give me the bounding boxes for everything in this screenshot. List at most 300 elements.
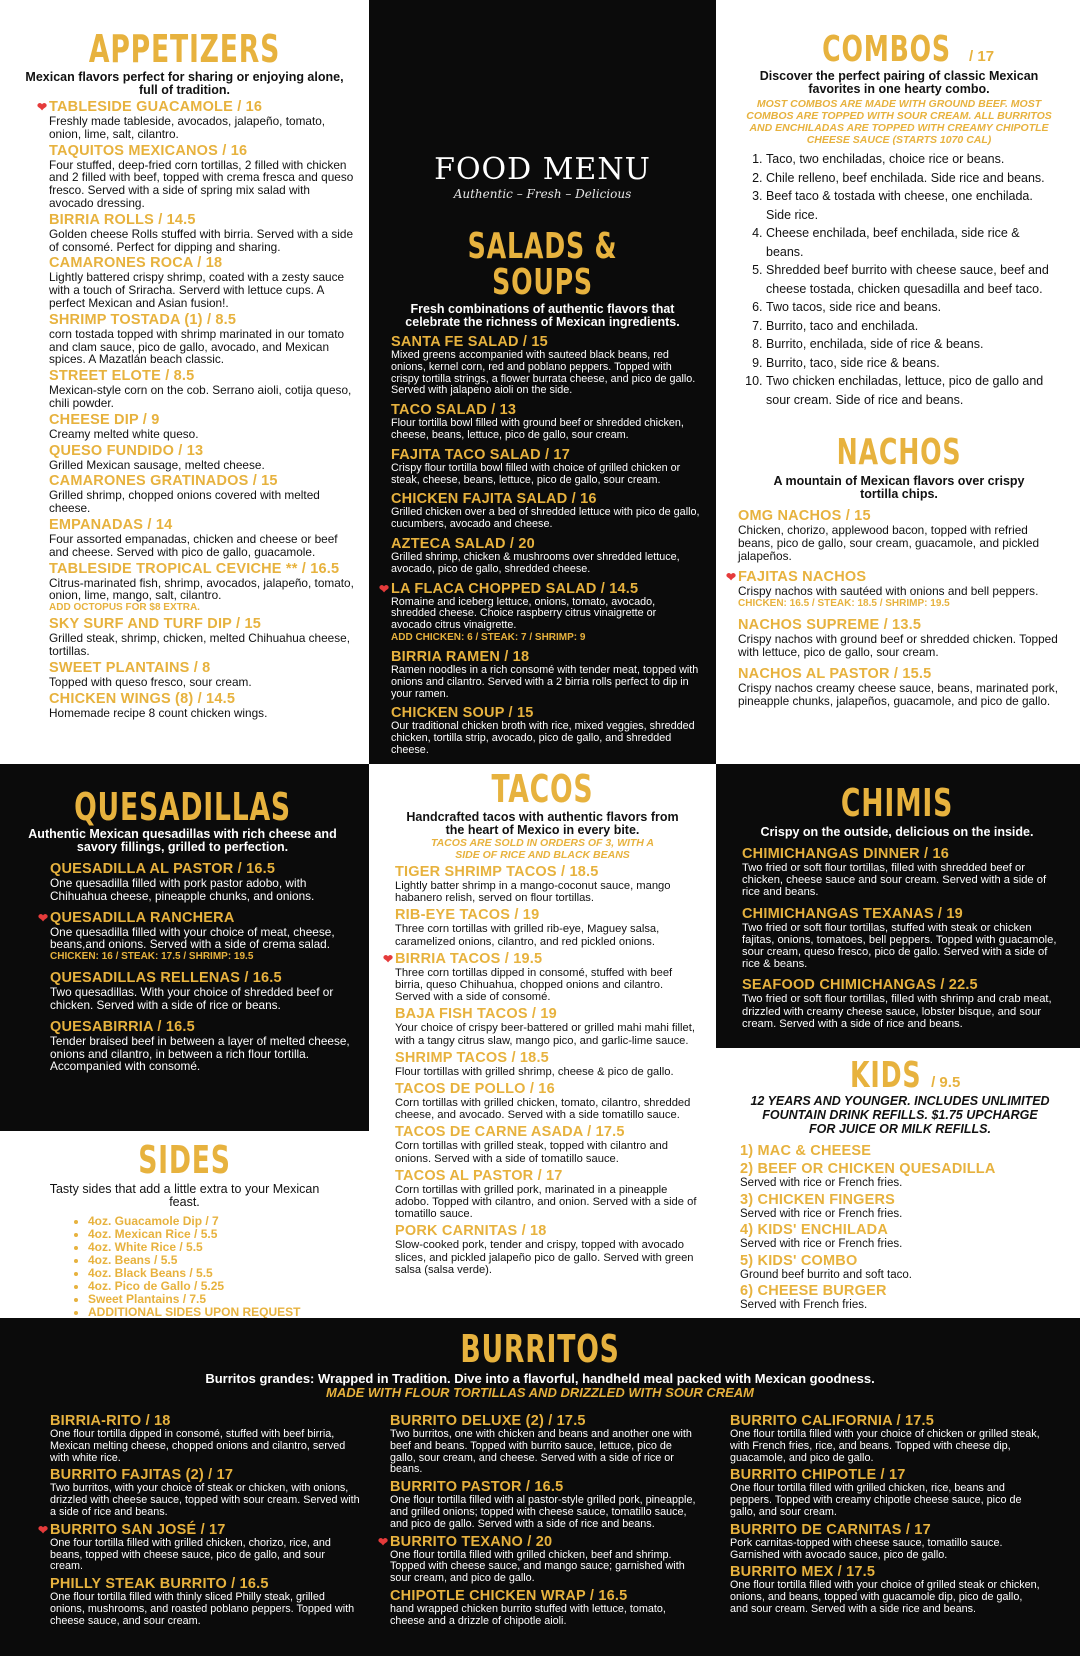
menu-item — [37, 99, 355, 141]
heart-icon: ❤ — [726, 570, 737, 585]
menu-item-title: 2) BEEF OR CHICKEN QUESADILLA — [740, 1161, 996, 1177]
food-menu-title: FOOD MENU — [434, 152, 651, 187]
menu-item-name — [391, 706, 700, 721]
menu-item-description: One four tortilla filled with grilled chicken, chorizo, rice, and beans, topped with cheese sauce, pico de gallo, and sour cream. — [50, 1536, 331, 1573]
menu-item — [50, 1414, 360, 1464]
menu-item-title: BIRRIA RAMEN / 18 — [391, 648, 530, 665]
combo-item: 1. Taco, two enchiladas, choice rice or beans. — [766, 150, 1060, 169]
menu-item-title: OMG NACHOS / 15 — [738, 508, 871, 524]
burritos-columns — [20, 1410, 1060, 1628]
menu-item-description: Homemade recipe 8 count chicken wings. — [49, 705, 268, 720]
menu-item-title: TABLESIDE TROPICAL CEVICHE ** / 16.5 — [49, 560, 340, 577]
menu-item-name — [49, 661, 355, 676]
menu-item-title: SHRIMP TOSTADA (1) / 8.5 — [49, 311, 237, 328]
side-item: • 4oz. Beans / 5.5 — [88, 1254, 355, 1267]
menu-item-description: Served with rice or French fries. — [740, 1238, 903, 1250]
menu-item-name — [395, 1169, 698, 1184]
nachos-title: NACHOS — [836, 432, 962, 473]
menu-item-name — [50, 1577, 360, 1592]
menu-item-description: Flour tortilla bowl filled with ground beef or shredded chicken, cheese, beans, lettuce, pico de gallo, sour cream. — [391, 417, 684, 441]
menu-item-title: QUESADILLA AL PASTOR / 16.5 — [50, 861, 276, 877]
heart-icon: ❤ — [379, 581, 390, 596]
menu-item — [395, 1125, 698, 1164]
menu-item-description: Served with French fries. — [740, 1299, 868, 1311]
menu-item-title: BURRITO CALIFORNIA / 17.5 — [730, 1413, 934, 1429]
combo-item: 5. Shredded beef burrito with cheese sauce, beef and cheese tostada, chicken quesadilla and beef taco. — [766, 261, 1060, 298]
menu-item — [395, 1007, 698, 1046]
menu-item-title: CHIMICHANGAS DINNER / 16 — [742, 846, 950, 862]
menu-item-description: Pork carnitas-topped with cheese sauce, tomatillo sauce. Garnished with avocado sauce, pico de gallo. — [730, 1536, 1003, 1561]
menu-item-description: Ramen noodles in a rich consomé with tender meat, topped with onions and cilantro. Served with a 2 birria rolls perfect to dip in your ramen. — [391, 663, 699, 700]
tacos-section — [369, 764, 716, 1318]
menu-item-title: BAJA FISH TACOS / 19 — [395, 1006, 557, 1023]
menu-item-title: BURRITO TEXANO / 20 — [390, 1533, 553, 1550]
menu-item-extra: CHICKEN: 16 / STEAK: 17.5 / SHRIMP: 19.5 — [50, 951, 254, 963]
menu-item-description: Romaine and iceberg lettuce, onions, tomato, avocado, shredded cheese. Choice raspberry citrus vinaigrette or avocado citrus vinaigrette. — [391, 595, 657, 632]
menu-item-description: Two fried or soft flour tortillas, stuffed with steak or chicken fajitas, onions, tomatoes, bell peppers. Topped with guacamole, sour cream, queso fresco, pico de gallo. Served with a side of rice & beans. — [742, 921, 1057, 971]
menu-item-title: SANTA FE SALAD / 15 — [391, 334, 548, 350]
menu-item-title: TACOS AL PASTOR / 17 — [395, 1167, 563, 1184]
sides-intro: Tasty sides that add a little extra to your Mexican feast. — [49, 1182, 320, 1209]
menu-item — [50, 1468, 360, 1518]
kids-intro: 12 YEARS AND YOUNGER. INCLUDES UNLIMITED FOUNTAIN DRINK REFILLS. $1.75 UPCHARGE FOR JUICE OR MILK REFILLS. — [750, 1094, 1050, 1136]
heart-icon: ❤ — [383, 951, 394, 966]
menu-item-title: 4) KIDS' ENCHILADA — [740, 1222, 889, 1238]
menu-item-description: One flour tortilla filled with grilled chicken, beef and shrimp. Topped with cheese sauce, and mango sauce; garnished with sour cream, and pico de gallo. — [390, 1548, 685, 1585]
menu-item-extra: CHICKEN: 16.5 / STEAK: 18.5 / SHRIMP: 19.5 — [738, 598, 950, 610]
menu-item-description: Your choice of crispy beer-battered or grilled mahi mahi fillet, with a tangy citrus slaw, mango pico, and garlic-lime sauce. — [395, 1022, 695, 1047]
combo-item: 7. Burrito, taco and enchilada. — [766, 317, 1060, 336]
salads-title: SALADS & SOUPS — [467, 226, 618, 303]
quesadillas-section — [0, 764, 369, 1131]
combo-item: 10. Two chicken enchiladas, lettuce, pico de gallo and sour cream. Side of rice and beans. — [766, 372, 1060, 409]
menu-item-name — [391, 448, 700, 463]
menu-item-name — [49, 313, 355, 328]
menu-item-description: One flour tortilla filled with thinly sliced Philly steak, grilled onions, mushrooms, and roasted poblano peppers. Topped with cheese sauce, and sour cream. — [50, 1591, 355, 1627]
menu-item-title: BURRITO PASTOR / 16.5 — [390, 1479, 564, 1496]
menu-item — [378, 1533, 700, 1585]
menu-item-name — [726, 569, 1060, 586]
menu-item-title: AZTECA SALAD / 20 — [391, 535, 535, 552]
menu-item-title: BURRITO CHIPOTLE / 17 — [730, 1467, 906, 1484]
menu-item — [395, 865, 698, 904]
menu-item — [740, 1254, 1060, 1282]
side-item: • 4oz. Pico de Gallo / 5.25 — [88, 1280, 355, 1293]
menu-item-extra: ADD CHICKEN: 6 / STEAK: 7 / SHRIMP: 9 — [391, 631, 586, 643]
menu-item — [740, 1162, 1060, 1190]
menu-item — [740, 1144, 1060, 1159]
menu-item-name — [740, 1162, 1060, 1177]
menu-item — [49, 518, 355, 559]
nachos-list — [726, 508, 1060, 708]
menu-item — [740, 1193, 1060, 1221]
combos-note: MOST COMBOS ARE MADE WITH GROUND BEEF. MOST COMBOS ARE TOPPED WITH SOUR CREAM. ALL BURRITOS AND ENCHILADAS ARE TOPPED WITH CREAMY CHIPOTLE CHEESE SAUCE (STARTS 1070 CAL) — [746, 98, 1052, 146]
menu-item-name — [49, 518, 355, 533]
menu-item-title: NACHOS SUPREME / 13.5 — [738, 617, 922, 634]
menu-item-name — [383, 950, 698, 967]
menu-item — [49, 562, 355, 615]
menu-item-name — [49, 256, 355, 271]
menu-item-description: Four stuffed, deep-fried corn tortillas, 2 filled with chicken and 2 filled with beef, topped with crema fresca and queso fresco. Served with a side of spring mix salad with avocado dressing. — [49, 157, 354, 210]
menu-item-description: Lightly batter shrimp in a mango-coconut sauce, mango habanero relish, served on flour tortillas. — [395, 880, 671, 905]
menu-item-description: Two fried or soft flour tortillas, filled with shredded beef or chicken, cheese sauce and sour cream. Served with a side of rice and beans. — [742, 862, 1047, 899]
menu-item-description: Corn tortillas with grilled pork, marinated in a pineapple adobo. Topped with cilantro, and onion. Served with a side of tomatillo sauce. — [395, 1183, 697, 1221]
menu-item-title: TACOS DE POLLO / 16 — [395, 1081, 555, 1098]
burritos-col-2 — [378, 1410, 700, 1628]
menu-item-description: Two burritos, one with chicken and beans and another one with beef and beans. Topped with burrito sauce, lettuce, pico de gallo, sour cream, and cheese. Served with a side of rice or beans. — [390, 1428, 692, 1476]
menu-item-name — [742, 978, 1060, 993]
menu-item-title: TACO SALAD / 13 — [391, 402, 517, 419]
combos-heading — [738, 29, 1060, 70]
menu-item-name — [730, 1565, 1040, 1580]
chimis-intro: Crispy on the outside, delicious on the inside. — [760, 825, 1034, 839]
menu-item — [395, 1051, 698, 1078]
menu-item-name — [49, 413, 355, 428]
burritos-title: BURRITOS — [460, 1327, 620, 1371]
menu-item-description: Flour tortillas with grilled shrimp, cheese & pico de gallo. — [395, 1065, 674, 1078]
menu-item-title: CHIPOTLE CHICKEN WRAP / 16.5 — [390, 1587, 628, 1604]
menu-item-description: Chicken, chorizo, applewood bacon, topped with refried beans, pico de gallo, sour cream, guacamole, and pickled jalapeños. — [738, 523, 1039, 563]
menu-item-description: Freshly made tableside, avocados, jalapeño, tomato, onion, lime, salt, cilantro. — [49, 114, 326, 141]
burritos-col-1 — [38, 1410, 360, 1628]
menu-item-title: 1) MAC & CHEESE — [740, 1143, 872, 1159]
kids-section — [716, 1048, 1080, 1318]
menu-item-description: One flour tortilla filled with grilled chicken, rice, beans and peppers. Topped with creamy chipotle cheese sauce, pico de gallo, and sour cream. — [730, 1482, 1022, 1518]
menu-item-description: One quesadilla filled with your choice of meat, cheese, beans,and onions. Served with a side of crema salad. — [50, 924, 335, 952]
menu-item-description: Lightly battered crispy shrimp, coated with a zesty sauce with a touch of Sriracha. Serverd with lettuce cups. A perfect Mexican and Asian fusion!. — [49, 270, 345, 310]
menu-item-title: 5) KIDS' COMBO — [740, 1252, 858, 1269]
menu-item-description: Grilled shrimp, chicken & mushrooms over shredded lettuce, avocado, pico de gallo, shredded cheese. — [391, 550, 680, 575]
menu-item-name — [740, 1193, 1060, 1208]
menu-item — [391, 335, 700, 397]
menu-item-title: 6) CHEESE BURGER — [740, 1283, 887, 1299]
combos-section — [716, 0, 1080, 764]
menu-item-name — [49, 369, 355, 384]
menu-item-name — [740, 1254, 1060, 1269]
menu-item — [390, 1480, 700, 1530]
menu-item-name — [49, 617, 355, 632]
menu-item — [49, 444, 355, 472]
menu-item — [395, 908, 698, 947]
menu-item-description: Three corn tortillas with grilled rib-eye, Maguey salsa, caramelized onions, cilantro, and red pickled onions. — [395, 923, 660, 948]
menu-item-title: CHIMICHANGAS TEXANAS / 19 — [742, 905, 963, 922]
menu-item-description: Tender braised beef in between a layer of melted cheese, onions and cilantro, in between a rich flour tortilla. Accompanied with consomé. — [50, 1033, 350, 1074]
combo-item: 3. Beef taco & tostada with cheese, one enchilada. Side rice. — [766, 187, 1060, 224]
menu-item-description: Slow-cooked pork, tender and crispy, topped with avocado slices, and pickled jalapeño pico de gallo. Served with green salsa (salsa verde). — [395, 1239, 694, 1276]
menu-item — [395, 1224, 698, 1276]
sides-title: SIDES — [138, 1138, 231, 1182]
side-item: • 4oz. Mexican Rice / 5.5 — [88, 1228, 355, 1241]
menu-item-description: Mixed greens accompanied with sauteed black beans, red onions, kernel corn, red and poblano peppers. Topped with crispy tortilla strings, a flower burrata cheese, and pico de gallo. Served with jalapeno aioli on the side. — [391, 349, 696, 397]
menu-item-title: TIGER SHRIMP TACOS / 18.5 — [395, 864, 599, 880]
combos-price: / 17 — [969, 48, 995, 65]
menu-item — [742, 847, 1060, 899]
menu-item-name — [730, 1414, 1040, 1429]
menu-item-name — [38, 1521, 360, 1538]
menu-item-title: BURRITO DELUXE (2) / 17.5 — [390, 1413, 586, 1429]
menu-item — [730, 1523, 1040, 1562]
menu-item-description: Two quesadillas. With your choice of shredded beef or chicken. Served with a side of rice or beans. — [50, 985, 334, 1012]
menu-item — [383, 950, 698, 1004]
burritos-intro: Burritos grandes: Wrapped in Tradition. Dive into a flavorful, handheld meal packed with Mexican goodness. — [205, 1371, 875, 1386]
menu-item-description: corn tostada topped with shrimp marinated in our tomato and clam sauce, pico de gallo, avocado, and Mexican spices. A Mazatlán beach classic. — [49, 326, 345, 367]
menu-item-description: Corn tortillas with grilled steak, topped with cilantro and onions. Served with a side of tomatillo sauce. — [395, 1140, 668, 1165]
menu-item-title: BURRITO DE CARNITAS / 17 — [730, 1521, 931, 1538]
tacos-note: TACOS ARE SOLD IN ORDERS OF 3, WITH A SIDE OF RICE AND BLACK BEANS — [430, 837, 655, 861]
sides-section — [0, 1131, 369, 1318]
menu-item — [390, 1414, 700, 1476]
menu-item-description: One flour tortilla filled with al pastor-style grilled pork, pineapple, and grilled onions; topped with cheese sauce, tomatillo sauce, and pico de gallo. Served with a side of rice and beans. — [390, 1494, 696, 1530]
appetizers-section — [0, 0, 369, 764]
salads-intro: Fresh combinations of authentic flavors that celebrate the richness of Mexican ingredients. — [405, 302, 680, 329]
menu-item-name — [390, 1589, 700, 1604]
menu-item-description: Served with rice or French fries. — [740, 1177, 903, 1189]
menu-item-description: Crispy nachos with ground beef or shredded chicken. Topped with lettuce, pico de gallo, sour cream. — [738, 632, 1058, 659]
menu-item-title: QUESO FUNDIDO / 13 — [49, 442, 204, 459]
menu-item — [395, 1082, 698, 1121]
heart-icon: ❤ — [378, 1534, 389, 1549]
menu-item-title: SEAFOOD CHIMICHANGAS / 22.5 — [742, 977, 978, 994]
menu-item — [391, 403, 700, 442]
menu-item-name — [395, 1051, 698, 1066]
kids-heading — [740, 1055, 1060, 1096]
menu-item-title: SHRIMP TACOS / 18.5 — [395, 1049, 549, 1066]
menu-item-name — [49, 213, 355, 228]
menu-item-name — [50, 862, 355, 877]
menu-item-name — [390, 1414, 700, 1429]
menu-item — [391, 706, 700, 756]
combo-item: 9. Burrito, taco, side rice & beans. — [766, 354, 1060, 373]
menu-item-name — [395, 908, 698, 923]
combos-title: COMBOS — [822, 29, 951, 70]
menu-item — [50, 1577, 360, 1627]
menu-item — [740, 1223, 1060, 1251]
heart-icon: ❤ — [38, 910, 49, 925]
menu-item — [391, 537, 700, 576]
menu-item-description: Served with rice or French fries. — [740, 1207, 903, 1220]
menu-item-description: Two burritos, with your choice of steak or chicken, with onions, drizzled with cheese sauce, topped with sour cream. Served with a side of rice and beans. — [50, 1482, 360, 1518]
salads-section — [369, 0, 716, 764]
menu-item-name — [38, 909, 355, 926]
combo-item: 2. Chile relleno, beef enchilada. Side rice and beans. — [766, 169, 1060, 188]
menu-item-description: Creamy melted white queso. — [49, 426, 199, 441]
menu-item-name — [391, 650, 700, 665]
kids-title: KIDS — [849, 1055, 922, 1096]
side-item: • 4oz. White Rice / 5.5 — [88, 1241, 355, 1254]
menu-item-description: One flour tortilla filled with your choice of chicken or grilled steak, with French fries, rice, and beans. Topped with cheese dip, guacamole, and pico de gallo. — [730, 1428, 1040, 1464]
menu-item — [726, 569, 1060, 610]
menu-item-name — [49, 692, 355, 707]
burritos-section — [0, 1318, 1080, 1656]
menu-item-description: Mexican-style corn on the cob. Serrano aioli, cotija queso, chili powder. — [49, 383, 352, 410]
side-item: • ADDITIONAL SIDES UPON REQUEST — [88, 1306, 355, 1318]
menu-item-description: Citrus-marinated fish, shrimp, avocados, jalapeño, tomato, onion, lime, mango, salt, cilantro. — [49, 575, 354, 603]
menu-item-name — [49, 562, 355, 577]
menu-item-title: CHICKEN FAJITA SALAD / 16 — [391, 491, 597, 508]
menu-item — [730, 1565, 1040, 1615]
menu-item-description: Grilled Mexican sausage, melted cheese. — [49, 457, 265, 472]
menu-item-title: QUESADILLA RANCHERA — [50, 909, 235, 926]
menu-item-title: BURRITO FAJITAS (2) / 17 — [50, 1467, 234, 1484]
menu-item-name — [50, 1414, 360, 1429]
menu-item-description: Golden cheese Rolls stuffed with birria. Served with a side of consomé. Perfect for dipping and sharing. — [49, 226, 354, 254]
menu-item-title: CHEESE DIP / 9 — [49, 411, 160, 428]
menu-item — [391, 492, 700, 531]
menu-item-title: FAJITAS NACHOS — [738, 569, 867, 586]
menu-item-title: TAQUITOS MEXICANOS / 16 — [49, 142, 248, 159]
menu-item-description: One flour tortilla dipped in consomé, stuffed with beef birria, Mexican melting cheese, chopped onions and cilantro, served with white rice. — [50, 1428, 346, 1464]
quesadillas-intro: Authentic Mexican quesadillas with rich cheese and savory fillings, grilled to perfection. — [28, 827, 337, 854]
menu-item — [49, 617, 355, 658]
salads-list — [379, 334, 700, 757]
menu-item — [49, 313, 355, 366]
menu-item — [49, 661, 355, 689]
menu-item-name — [37, 99, 355, 115]
menu-item-name — [378, 1533, 700, 1550]
side-item: • Sweet Plantains / 7.5 — [88, 1293, 355, 1306]
quesadillas-title: QUESADILLAS — [74, 785, 291, 829]
chimis-list — [742, 847, 1060, 1030]
menu-item-name — [740, 1223, 1060, 1238]
menu-item-name — [395, 1082, 698, 1097]
menu-item-title: TABLESIDE GUACAMOLE / 16 — [49, 99, 263, 115]
menu-item — [50, 971, 355, 1012]
side-item: • 4oz. Guacamole Dip / 7 — [88, 1215, 355, 1228]
menu-item-title: BIRRIA ROLLS / 14.5 — [49, 211, 196, 228]
menu-item — [50, 1020, 355, 1073]
menu-item-title: 3) CHICKEN FINGERS — [740, 1191, 896, 1208]
menu-item-name — [742, 847, 1060, 862]
sides-list — [44, 1215, 355, 1318]
combos-list — [738, 150, 1060, 409]
menu-item — [391, 650, 700, 700]
menu-item-title: RIB-EYE TACOS / 19 — [395, 907, 540, 924]
menu-item-name — [379, 580, 700, 597]
combo-item: 8. Burrito, enchilada, side of rice & beans. — [766, 335, 1060, 354]
menu-item-name — [742, 907, 1060, 922]
menu-item — [49, 369, 355, 410]
menu-item-description: Grilled shrimp, chopped onions covered with melted cheese. — [49, 488, 320, 516]
combos-intro: Discover the perfect pairing of classic Mexican favorites in one hearty combo. — [759, 69, 1039, 96]
menu-item — [49, 413, 355, 441]
heart-icon: ❤ — [37, 100, 48, 114]
combo-item: 4. Cheese enchilada, beef enchilada, side rice & beans. — [766, 224, 1060, 261]
menu-item-description: Four assorted empanadas, chicken and cheese or beef and cheese. Served with pico de gallo, guacamole. — [49, 531, 338, 559]
menu-item-name — [391, 492, 700, 507]
menu-item — [49, 692, 355, 720]
menu-item-title: BURRITO MEX / 17.5 — [730, 1564, 876, 1581]
menu-item — [738, 509, 1060, 562]
menu-item-name — [740, 1284, 1060, 1299]
menu-item-name — [391, 537, 700, 552]
menu-item — [738, 667, 1060, 708]
menu-item-title: BIRRIA TACOS / 19.5 — [395, 950, 543, 967]
menu-item-name — [391, 403, 700, 418]
menu-item — [49, 256, 355, 309]
menu-item — [49, 144, 355, 210]
menu-item — [379, 580, 700, 644]
menu-item-description: Topped with queso fresco, sour cream. — [49, 674, 252, 689]
menu-item-description: Crispy nachos creamy cheese sauce, beans, marinated pork, pineapple chunks, jalapeños, guacamole, and pico de gallo. — [738, 680, 1058, 708]
menu-item-name — [738, 667, 1060, 682]
chimis-section — [716, 764, 1080, 1048]
menu-item-description: hand wrapped chicken burrito stuffed with lettuce, tomato, cheese and a drizzle of chipotle aioli. — [390, 1602, 666, 1627]
menu-item-title: STREET ELOTE / 8.5 — [49, 368, 195, 385]
menu-item-description: Crispy nachos with sautéed with onions and bell peppers. — [738, 584, 1039, 599]
menu-item-name — [738, 509, 1060, 524]
burritos-note: MADE WITH FLOUR TORTILLAS AND DRIZZLED WITH SOUR CREAM — [325, 1385, 754, 1400]
menu-item-title: BIRRIA-RITO / 18 — [50, 1413, 171, 1429]
quesadillas-list — [38, 861, 355, 1074]
menu-item-name — [395, 1224, 698, 1239]
combo-item: 6. Two tacos, side rice and beans. — [766, 298, 1060, 317]
burritos-col-3 — [730, 1410, 1040, 1628]
menu-item-description: Ground beef burrito and soft taco. — [740, 1268, 912, 1281]
menu-item-title: TACOS DE CARNE ASADA / 17.5 — [395, 1124, 625, 1141]
menu-item-title: FAJITA TACO SALAD / 17 — [391, 446, 570, 463]
menu-item-description: Corn tortillas with grilled chicken, tomato, cilantro, shredded cheese, and avocado. Served with a side tomatillo sauce. — [395, 1097, 691, 1122]
menu-item-description: Two fried or soft flour tortillas, filled with shrimp and crab meat, drizzled with creamy cheese sauce, lobster bisque, and sour cream. Served with a side of rice and beans. — [742, 993, 1052, 1030]
menu-item — [730, 1414, 1040, 1464]
heart-icon: ❤ — [38, 1522, 49, 1537]
menu-item-title: QUESADILLAS RELLENAS / 16.5 — [50, 970, 282, 987]
chimis-title: CHIMIS — [840, 781, 954, 825]
menu-item-title: SKY SURF AND TURF DIP / 15 — [49, 616, 261, 633]
menu-item-name — [395, 865, 698, 880]
tacos-intro: Handcrafted tacos with authentic flavors from the heart of Mexico in every bite. — [406, 810, 679, 837]
menu-item-name — [738, 618, 1060, 633]
food-menu-subtitle: Authentic – Fresh – Delicious — [453, 187, 632, 201]
menu-item-title: NACHOS AL PASTOR / 15.5 — [738, 665, 932, 682]
menu-item — [740, 1284, 1060, 1312]
menu-item — [49, 474, 355, 515]
menu-item-description: Our traditional chicken broth with rice, mixed veggies, shredded chicken, tortilla strip, avocado, pico de gallo, and shredded cheese. — [391, 720, 695, 756]
side-item: • 4oz. Black Beans / 5.5 — [88, 1267, 355, 1280]
menu-item-title: LA FLACA CHOPPED SALAD / 14.5 — [391, 580, 639, 597]
menu-item-name — [390, 1480, 700, 1495]
menu-item-name — [740, 1144, 1060, 1159]
appetizers-intro: Mexican flavors perfect for sharing or enjoying alone, full of tradition. — [25, 70, 344, 97]
menu-item-title: PHILLY STEAK BURRITO / 16.5 — [50, 1576, 269, 1593]
menu-item-title: CHICKEN SOUP / 15 — [391, 705, 534, 722]
menu-item — [50, 862, 355, 903]
menu-item — [742, 978, 1060, 1030]
menu-item-title: BURRITO SAN JOSÉ / 17 — [50, 1521, 226, 1538]
menu-item — [390, 1589, 700, 1628]
menu-item-title: PORK CARNITAS / 18 — [395, 1223, 547, 1240]
menu-item — [395, 1169, 698, 1221]
tacos-title: TACOS — [491, 767, 594, 811]
menu-item — [38, 909, 355, 964]
menu-item-title: CHICKEN WINGS (8) / 14.5 — [49, 690, 236, 707]
menu-item — [391, 448, 700, 487]
menu-item-name — [50, 1020, 355, 1035]
menu-item-title: SWEET PLANTAINS / 8 — [49, 659, 211, 676]
menu-item-description: Grilled steak, shrimp, chicken, melted Chihuahua cheese, tortillas. — [49, 631, 350, 658]
menu-item — [738, 618, 1060, 659]
menu-item-description: Grilled chicken over a bed of shredded lettuce with pico de gallo, cucumbers, avocado and cheese. — [391, 506, 700, 531]
nachos-intro: A mountain of Mexican flavors over crispy tortilla chips. — [773, 474, 1025, 501]
menu-item-description: One quesadilla filled with pork pastor adobo, with Chihuahua cheese, pineapple chunks, and onions. — [50, 876, 315, 903]
menu-item-name — [395, 1007, 698, 1022]
menu-item-name — [391, 335, 700, 350]
menu-item-title: CAMARONES GRATINADOS / 15 — [49, 473, 278, 490]
menu-item-title: EMPANADAS / 14 — [49, 516, 173, 533]
menu-item-description: Crispy flour tortilla bowl filled with choice of grilled chicken or steak, cheese, beans, lettuce, pico de gallo, sour cream. — [391, 461, 681, 486]
menu-item-description: Three corn tortillas dipped in consomé, stuffed with beef birria, queso Chihuahua, chopped onions and cilantro. Served with a side of consomé. — [395, 966, 673, 1004]
menu-item-description: One flour tortilla filled with your choice of grilled steak or chicken, onions, and beans, topped with guacamole dip, pico de gallo, and sour cream. Served with a side rice and beans. — [730, 1579, 1040, 1615]
menu-item — [38, 1521, 360, 1573]
